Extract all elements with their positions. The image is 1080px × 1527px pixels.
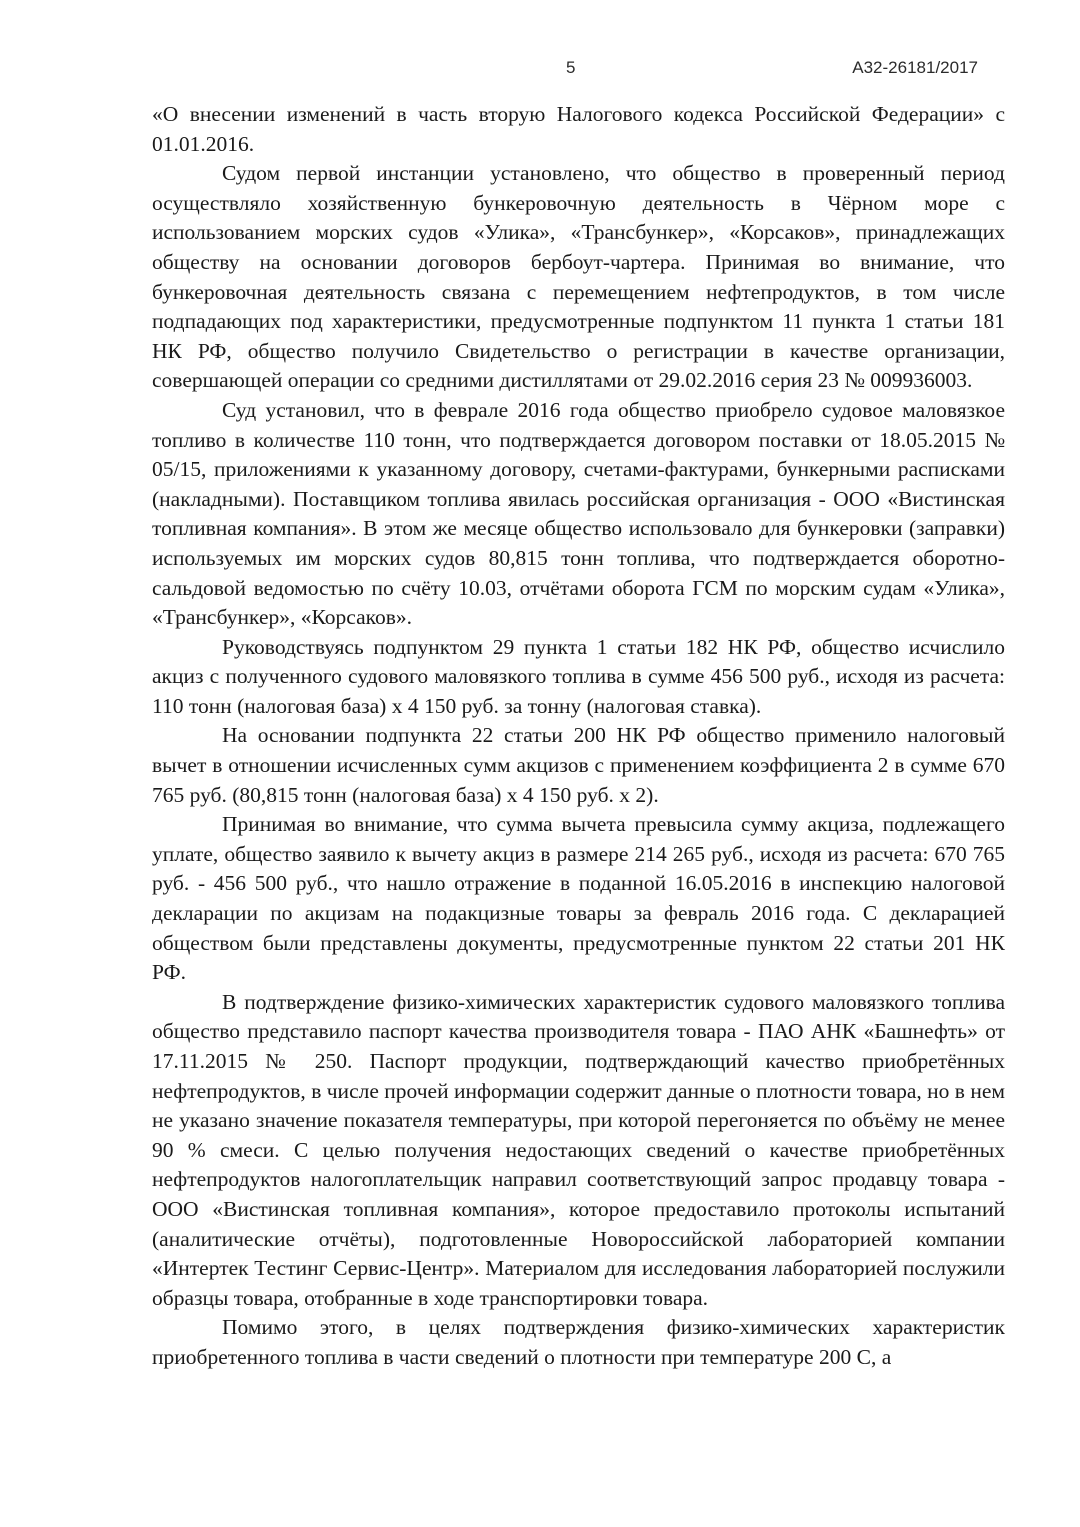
paragraph-5: На основании подпункта 22 статьи 200 НК РФ общество применило налоговый вычет в отношении исчисленных сумм акцизов с применением коэффициента 2 в сумме 670 765 руб. (80,815 тонн (налоговая база) х 4 150 руб. х 2). (152, 723, 1005, 807)
document-body (152, 100, 1005, 1373)
case-number: А32-26181/2017 (852, 58, 978, 77)
paragraph-2: Судом первой инстанции установлено, что общество в проверенный период осуществляло хозяйственную бункеровочную деятельность в Чёрном море с использованием морских судов «Улика», «Трансбункер», «Корсаков», принадлежащих обществу на основании договоров бербоут-чартера. Принимая во внимание, что бункеровочная деятельность связана с перемещением нефтепродуктов, в том числе подпадающих под характеристики, предусмотренные подпунктом 11 пункта 1 статьи 181 НК РФ, общество получило Свидетельство о регистрации в качестве организации, совершающей операции со средними дистиллятами от 29.02.2016 серия 23 № 009936003. (152, 161, 1005, 393)
paragraph-6: Принимая во внимание, что сумма вычета превысила сумму акциза, подлежащего уплате, общество заявило к вычету акциз в размере 214 265 руб., исходя из расчета: 670 765 руб. - 456 500 руб., что нашло отражение в поданной 16.05.2016 в инспекцию налоговой декларации по акцизам на подакцизные товары за февраль 2016 года. С декларацией обществом были представлены документы, предусмотренные пунктом 22 статьи 201 НК РФ. (152, 812, 1005, 985)
page-number: 5 (566, 58, 576, 77)
page-running-header (152, 58, 978, 84)
paragraph-3: Суд установил, что в феврале 2016 года общество приобрело судовое маловязкое топливо в количестве 110 тонн, что подтверждается договором поставки от 18.05.2015 № 05/15, приложениями к указанному договору, счетами-фактурами, бункерными расписками (накладными). Поставщиком топлива явилась российская организация - ООО «Вистинская топливная компания». В этом же месяце общество использовало для бункеровки (заправки) используемых им морских судов 80,815 тонн топлива, что подтверждается оборотно-сальдовой ведомостью по счёту 10.03, отчётами оборота ГСМ по морским судам «Улика», «Трансбункер», «Корсаков». (152, 397, 1005, 630)
paragraph-7: В подтверждение физико-химических характеристик судового маловязкого топлива общество представило паспорт качества производителя товара - ПАО АНК «Башнефть» от 17.11.2015 № 250. Паспорт продукции, подтверждающий качество приобретённых нефтепродуктов, в числе прочей информации содержит данные о плотности товара, но в нем не указано значение показателя температуры, при которой перегоняется по объёму не менее 90 % смеси. С целью получения недостающих сведений о качестве приобретённых нефтепродуктов налогоплательщик направил соответствующий запрос продавцу товара - ООО «Вистинская топливная компания», которое предоставило протоколы испытаний (аналитические отчёты), подготовленные Новороссийской лабораторией компании «Интертек Тестинг Сервис-Центр». Материалом для исследования лабораторией послужили образцы товара, отобранные в ходе транспортировки товара. (152, 989, 1005, 1310)
paragraph-4: Руководствуясь подпунктом 29 пункта 1 статьи 182 НК РФ, общество исчислило акциз с полученного судового маловязкого топлива в сумме 456 500 руб., исходя из расчета: 110 тонн (налоговая база) х 4 150 руб. за тонну (налоговая ставка). (152, 634, 1005, 718)
paragraph-1: «О внесении изменений в часть вторую Налогового кодекса Российской Федерации» с 01.01.2016. (152, 102, 1005, 156)
paragraph-8: Помимо этого, в целях подтверждения физико-химических характеристик приобретенного топлива в части сведений о плотности при температуре 200 С, а (152, 1315, 1005, 1369)
